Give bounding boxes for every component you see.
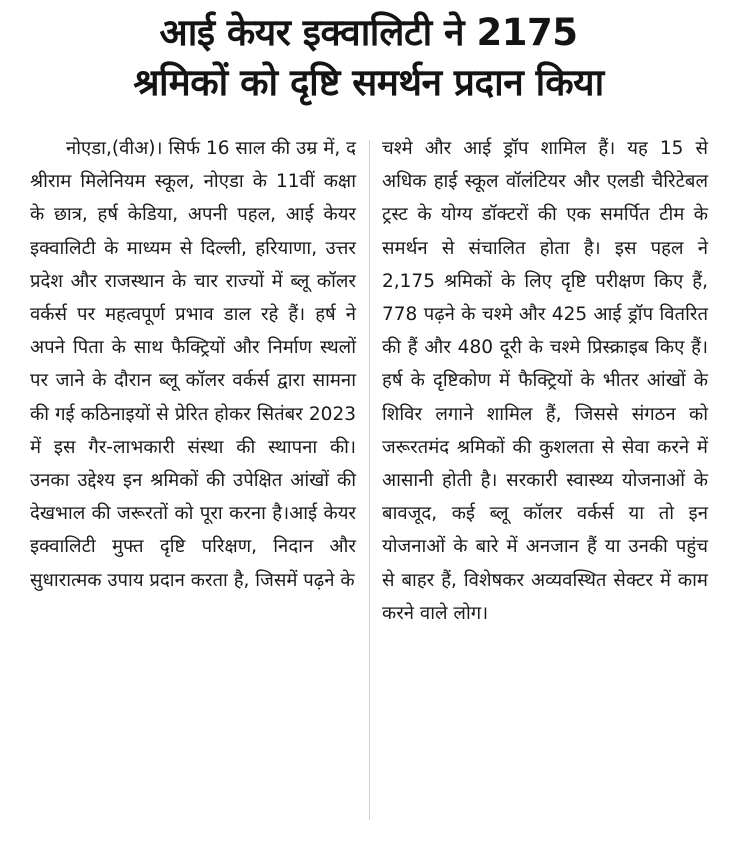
article-paragraph-right: चश्मे और आई ड्रॉप शामिल हैं। यह 15 से अधिक हाई स्कूल वॉलंटियर और एलडी चैरिटेबल ट्रस्ट के योग्य डॉक्टरों की एक समर्पित टीम के समर्थन से संचालित होता है। इस पहल ने 2,175 श्रमिकों के लिए दृष्टि परीक्षण किए हैं, 778 पढ़ने के चश्मे और 425 आई ड्रॉप वितरित की हैं और 480 दूरी के चश्मे प्रिस्क्राइब किए हैं।हर्ष के दृष्टिकोण में फैक्ट्रियों के भीतर आंखों के शिविर लगाने शामिल हैं, जिससे संगठन को जरूरतमंद श्रमिकों की कुशलता से सेवा करने में आसानी होती है। सरकारी स्वास्थ्य योजनाओं के बावजूद, कई ब्लू कॉलर वर्कर्स या तो इन योजनाओं के बारे में अनजान हैं या उनकी पहुंच से बाहर हैं, विशेषकर अव्यवस्थित सेक्टर में काम करने वाले लोग। xyxy=(382,138,708,624)
article-headline xyxy=(30,8,707,108)
headline-line-1: आई केयर इक्वालिटी ने 2175 xyxy=(159,11,578,54)
article-column-right xyxy=(382,132,708,832)
column-divider xyxy=(369,140,370,820)
article-paragraph-left: नोएडा,(वीअ)। सिर्फ 16 साल की उम्र में, द श्रीराम मिलेनियम स्कूल, नोएडा के 11वीं कक्षा के छात्र, हर्ष केडिया, अपनी पहल, आई केयर इक्वालिटी के माध्यम से दिल्ली, हरियाणा, उत्तर प्रदेश और राजस्थान के चार राज्यों में ब्लू कॉलर वर्कर्स पर महत्वपूर्ण प्रभाव डाल रहे हैं। हर्ष ने अपने पिता के साथ फैक्ट्रियों और निर्माण स्थलों पर जाने के दौरान ब्लू कॉलर वर्कर्स द्वारा सामना की गई कठिनाइयों से प्रेरित होकर सितंबर 2023 में इस गैर-लाभकारी संस्था की स्थापना की। उनका उद्देश्य इन श्रमिकों की उपेक्षित आंखों की देखभाल की जरूरतों को पूरा करना है।आई केयर इक्वालिटी मुफ्त दृष्टि परिक्षण, निदान और सुधारात्मक उपाय प्रदान करता है, जिसमें पढ़ने के xyxy=(30,138,356,591)
article-column-left xyxy=(30,132,356,832)
headline-line-2: श्रमिकों को दृष्टि समर्थन प्रदान किया xyxy=(133,61,604,104)
